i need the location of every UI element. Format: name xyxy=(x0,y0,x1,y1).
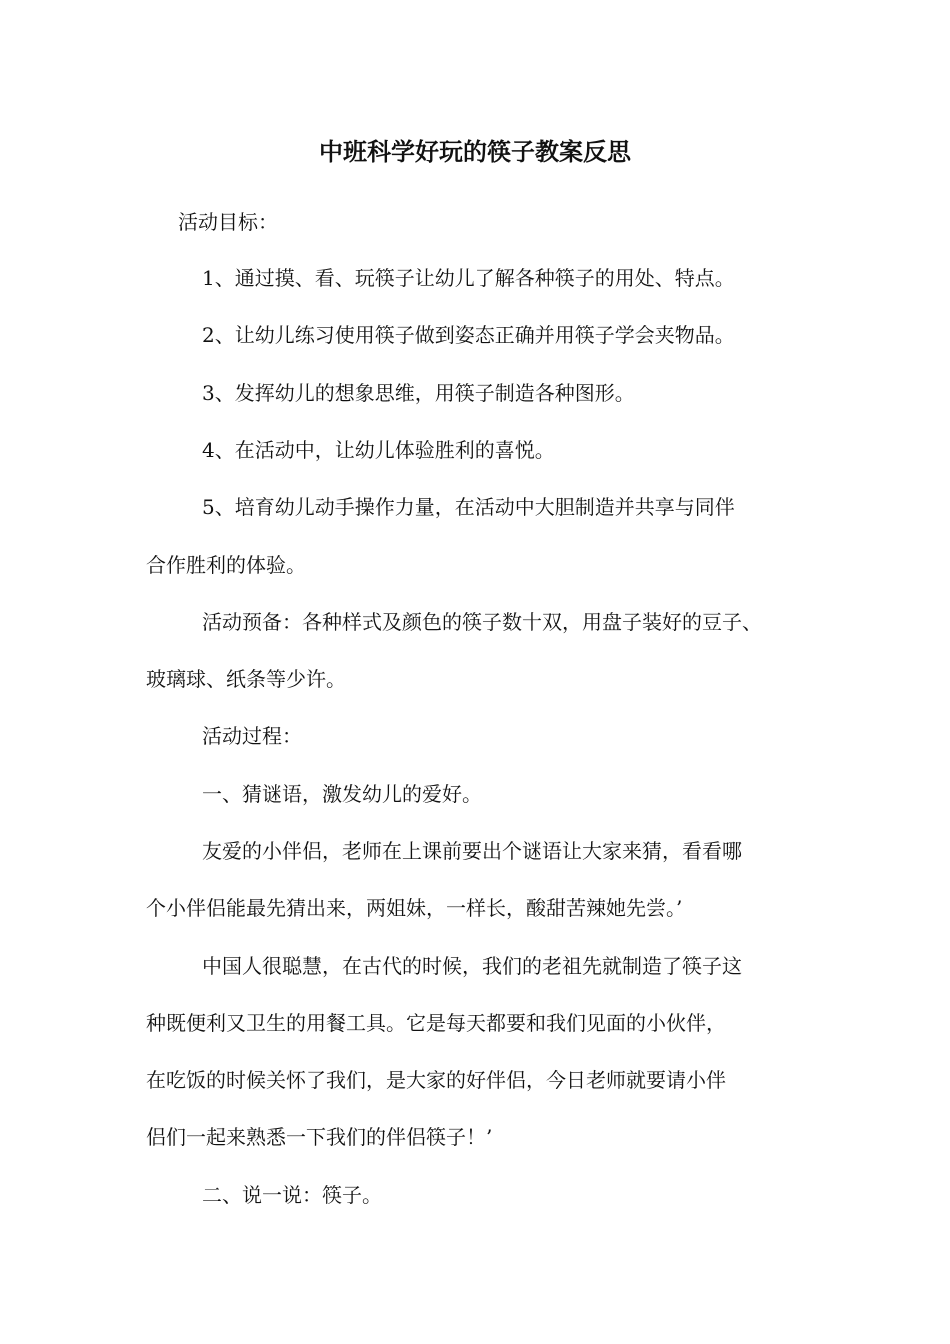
goal-item-5-continued: 合作胜利的体验。 xyxy=(146,553,306,577)
riddle-paragraph: 友爱的小伴侣，老师在上课前要出个谜语让大家来猜，看看哪 xyxy=(202,839,742,863)
preparation-paragraph-continued: 玻璃球、纸条等少许。 xyxy=(146,667,346,691)
step-heading-2: 二、说一说：筷子。 xyxy=(202,1183,382,1207)
goal-item-5: 5、培育幼儿动手操作力量，在活动中大胆制造并共享与同伴 xyxy=(202,495,735,519)
step-heading-1: 一、猜谜语，激发幼儿的爱好。 xyxy=(202,782,482,806)
history-paragraph-line-3: 在吃饭的时候关怀了我们，是大家的好伴侣，今日老师就要请小伴 xyxy=(146,1068,726,1092)
history-paragraph: 中国人很聪慧，在古代的时候，我们的老祖先就制造了筷子这 xyxy=(202,954,742,978)
section-heading-process: 活动过程： xyxy=(202,724,302,748)
goal-item-3: 3、发挥幼儿的想象思维，用筷子制造各种图形。 xyxy=(202,381,635,405)
history-paragraph-line-4: 侣们一起来熟悉一下我们的伴侣筷子！’ xyxy=(146,1125,493,1149)
section-heading-goals: 活动目标： xyxy=(178,210,278,234)
riddle-paragraph-continued: 个小伴侣能最先猜出来，两姐妹，一样长，酸甜苦辣她先尝。’ xyxy=(146,896,683,920)
preparation-paragraph: 活动预备：各种样式及颜色的筷子数十双，用盘子装好的豆子、 xyxy=(202,610,762,634)
goal-item-4: 4、在活动中，让幼儿体验胜利的喜悦。 xyxy=(202,438,555,462)
history-paragraph-line-2: 种既便利又卫生的用餐工具。它是每天都要和我们见面的小伙伴， xyxy=(146,1011,726,1035)
goal-item-2: 2、让幼儿练习使用筷子做到姿态正确并用筷子学会夹物品。 xyxy=(202,323,735,347)
goal-item-1: 1、通过摸、看、玩筷子让幼儿了解各种筷子的用处、特点。 xyxy=(202,266,735,290)
document-title: 中班科学好玩的筷子教案反思 xyxy=(319,137,631,166)
